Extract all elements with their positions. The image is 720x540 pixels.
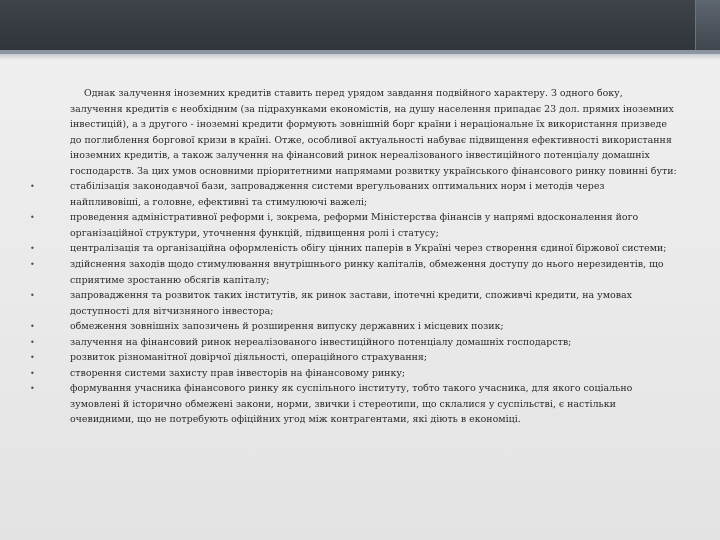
priority-list — [18, 179, 678, 428]
list-item-text: здійснення заходів щодо стимулювання внутрішнього ринку капіталів, обмеження доступу до нього нерезидентів, що сприятиме зростанню обсягів капіталу; — [70, 259, 664, 286]
bullet-icon: • — [30, 260, 35, 270]
list-item-text: залучення на фінансовий ринок нереалізованого інвестиційного потенціалу домашніх господарств; — [70, 336, 572, 348]
list-item-text: розвиток різноманітної довірчої діяльності, операційного страхування; — [70, 352, 428, 364]
header-bar — [0, 0, 720, 50]
list-item — [18, 210, 678, 241]
list-item — [18, 288, 678, 319]
header-divider-shadow — [0, 54, 720, 60]
list-item — [18, 241, 678, 257]
list-item-text: проведення адміністративної реформи і, зокрема, реформи Міністерства фінансів у напрямі вдосконалення його організаційної структури, уточнення функцій, підвищення ролі і статусу; — [70, 212, 639, 239]
header-accent-block — [695, 0, 720, 50]
intro-paragraph: Однак залучення іноземних кредитів ставить перед урядом завдання подвійного характеру. З одного боку, залучення кредитів є необхідним (за підрахунками економістів, на душу населення припадає 23 дол. прямих іноземних інвестицій), а з другого - іноземні кредити формують зовнішній борг країни і нераціональне їх використання призведе до поглиблення боргової кризи в країні. Отже, особливої актуальності набуває підвищення ефективності використання іноземних кредитів, а також залучення на фінансовий ринок нереалізованого інвестиційного потенціалу домашніх господарств. За цих умов основними пріоритетними напрямами розвитку українського фінансового ринку повинні бути: — [70, 88, 677, 177]
list-item-text: запровадження та розвиток таких інститутів, як ринок застави, іпотечні кредити, споживчі кредити, на умовах доступності для вітчизняного інвестора; — [70, 290, 632, 317]
list-item — [18, 366, 678, 382]
bullet-icon: • — [30, 322, 35, 332]
list-item — [18, 381, 678, 428]
list-item — [18, 257, 678, 288]
list-item-text: формування учасника фінансового ринку як суспільного інституту, тобто такого учасника, для якого соціально зумовлені й історично обмежені закони, норми, звички і стереотипи, що склалися у суспільстві, є настільки очевидними, що не потребують офіційних угод між контрагентами, які діють в економіці. — [70, 383, 633, 426]
list-item — [18, 335, 678, 351]
list-item-text: створення системи захисту прав інвесторів на фінансовому ринку; — [70, 367, 406, 379]
bullet-icon: • — [30, 244, 35, 254]
list-item — [18, 350, 678, 366]
list-item — [18, 179, 678, 210]
bullet-icon: • — [30, 291, 35, 301]
list-item-text: стабілізація законодавчої бази, запровадження системи врегульованих оптимальних норм і методів через найпливовіші, а головне, ефективні та стимулюючі важелі; — [70, 181, 605, 208]
list-item-text: обмеження зовнішніх запозичень й розширення випуску державних і місцевих позик; — [70, 321, 504, 333]
bullet-icon: • — [30, 213, 35, 223]
bullet-icon: • — [30, 337, 35, 347]
bullet-icon: • — [30, 384, 35, 394]
list-item-text: централізація та організаційна оформленість обігу цінних паперів в Україні через створення єдиної біржової системи; — [70, 243, 667, 255]
bullet-icon: • — [30, 368, 35, 378]
bullet-icon: • — [30, 182, 35, 192]
bullet-icon: • — [30, 353, 35, 363]
list-item — [18, 319, 678, 335]
slide-content — [18, 86, 678, 428]
